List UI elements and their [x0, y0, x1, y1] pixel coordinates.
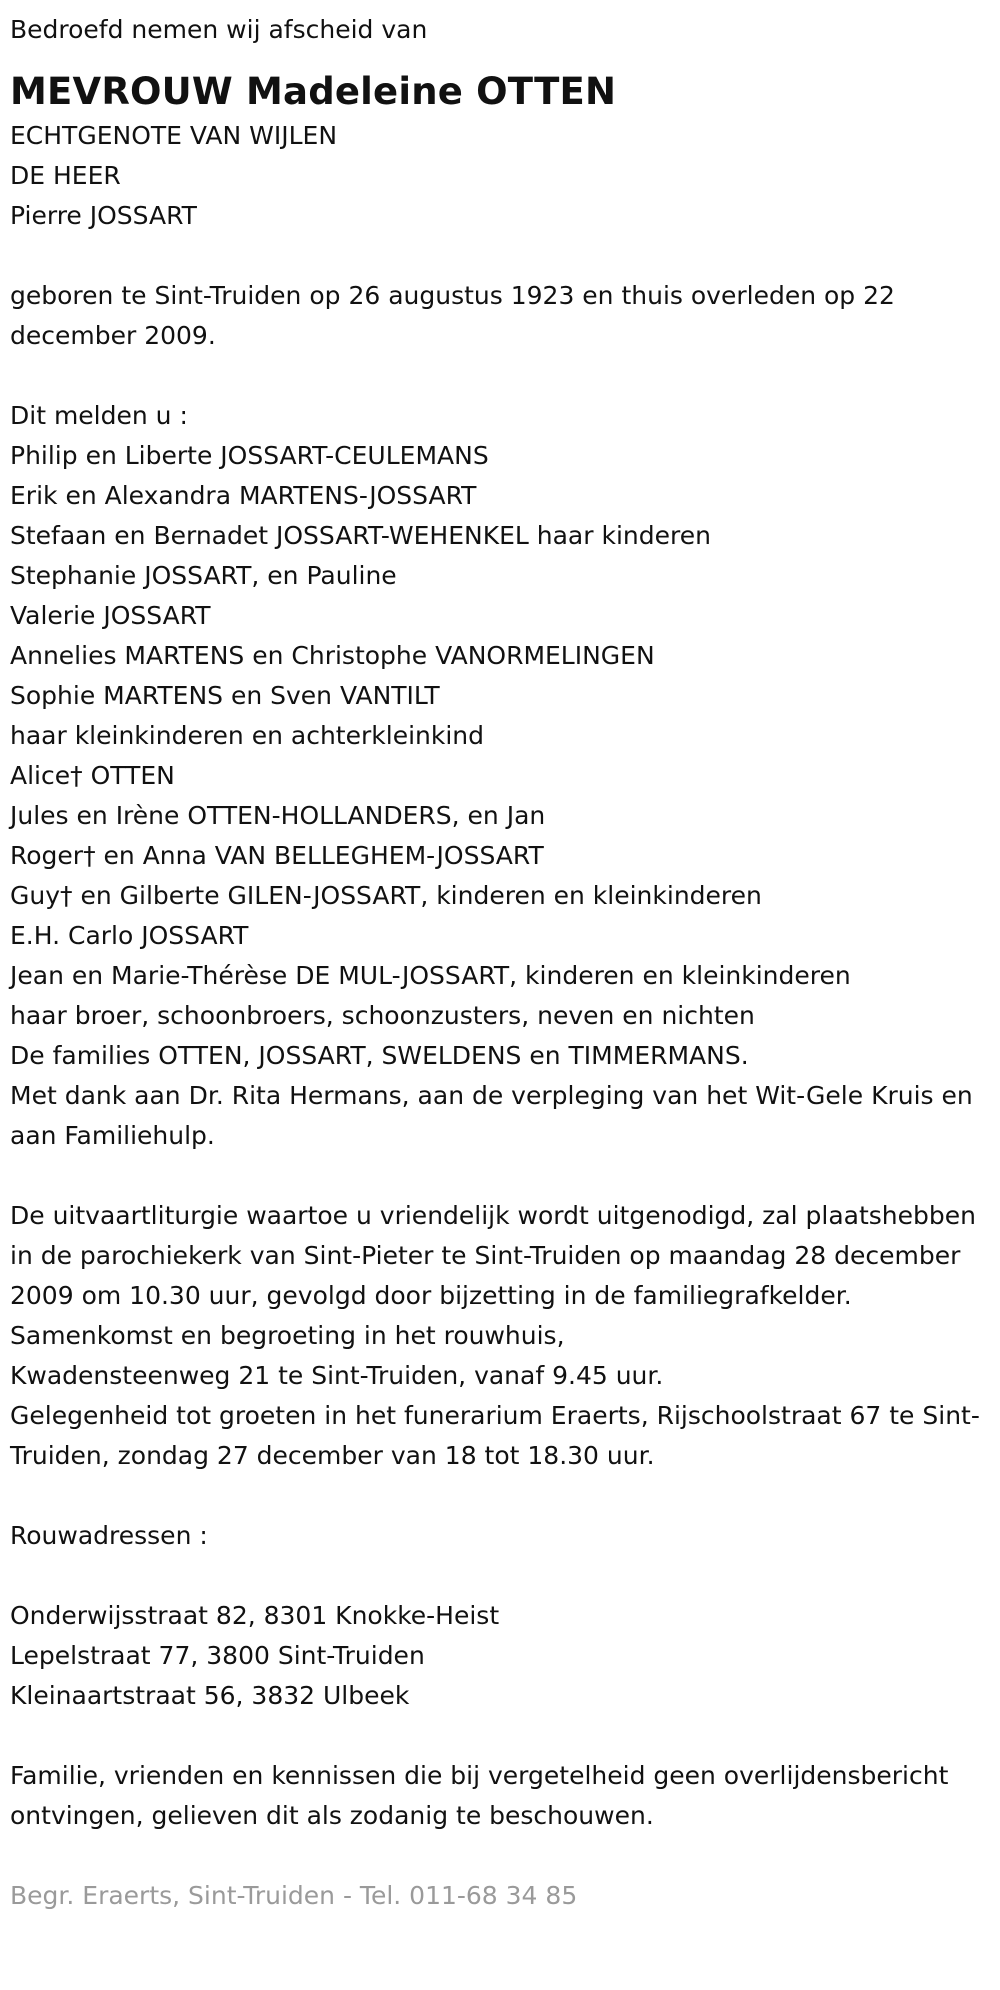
deceased-name: MEVROUW Madeleine OTTEN	[10, 70, 617, 113]
birth-death-text: geboren te Sint-Truiden op 26 augustus 1923 en thuis overleden op 22 december 2009.	[10, 281, 895, 350]
announcers-heading: Dit melden u :	[10, 401, 188, 430]
announcer-line: Valerie JOSSART	[10, 601, 211, 630]
announcer-line: Philip en Liberte JOSSART-CEULEMANS	[10, 441, 489, 470]
spouse-name: Pierre JOSSART	[10, 201, 197, 230]
gathering-text: Samenkomst en begroeting in het rouwhuis,	[10, 1321, 565, 1350]
announcer-line: Roger† en Anna VAN BELLEGHEM-JOSSART	[10, 841, 544, 870]
announcer-line: Guy† en Gilberte GILEN-JOSSART, kinderen en kleinkinderen	[10, 881, 762, 910]
spacer	[10, 1836, 990, 1876]
closing-note: Familie, vrienden en kennissen die bij vergetelheid geen overlijdensbericht ontvingen, gelieven dit als zodanig te beschouwen.	[10, 1761, 949, 1830]
announcer-line: Jules en Irène OTTEN-HOLLANDERS, en Jan	[10, 801, 546, 830]
spacer	[10, 1156, 990, 1196]
announcer-line: Stefaan en Bernadet JOSSART-WEHENKEL haar kinderen	[10, 521, 711, 550]
funeral-home-footer: Begr. Eraerts, Sint-Truiden - Tel. 011-68 34 85	[10, 1881, 578, 1910]
viewing-text: Gelegenheid tot groeten in het funerarium Eraerts, Rijschoolstraat 67 te Sint-Truiden, zondag 27 december van 18 tot 18.30 uur.	[10, 1401, 980, 1470]
address-line: Lepelstraat 77, 3800 Sint-Truiden	[10, 1641, 425, 1670]
thanks-text: Met dank aan Dr. Rita Hermans, aan de verpleging van het Wit-Gele Kruis en aan Familiehulp.	[10, 1081, 973, 1150]
address-line: Kleinaartstraat 56, 3832 Ulbeek	[10, 1681, 410, 1710]
spacer	[10, 1716, 990, 1756]
spouse-line: DE HEER	[10, 161, 121, 190]
intro-text: Bedroefd nemen wij afscheid van	[10, 15, 428, 44]
address-line: Onderwijsstraat 82, 8301 Knokke-Heist	[10, 1601, 500, 1630]
announcer-line: Stephanie JOSSART, en Pauline	[10, 561, 397, 590]
announcer-line: E.H. Carlo JOSSART	[10, 921, 249, 950]
announcer-line: De families OTTEN, JOSSART, SWELDENS en TIMMERMANS.	[10, 1041, 749, 1070]
announcer-line: haar kleinkinderen en achterkleinkind	[10, 721, 484, 750]
addresses-heading: Rouwadressen :	[10, 1521, 208, 1550]
spouse-line: ECHTGENOTE VAN WIJLEN	[10, 121, 338, 150]
liturgy-text: De uitvaartliturgie waartoe u vriendelijk wordt uitgenodigd, zal plaatshebben in de parochiekerk van Sint-Pieter te Sint-Truiden op maandag 28 december 2009 om 10.30 uur, gevolgd door bijzetting in de familiegrafkelder.	[10, 1201, 976, 1310]
announcer-line: Annelies MARTENS en Christophe VANORMELINGEN	[10, 641, 655, 670]
spacer	[10, 356, 990, 396]
spacer	[10, 236, 990, 276]
announcer-line: haar broer, schoonbroers, schoonzusters, neven en nichten	[10, 1001, 755, 1030]
announcer-line: Jean en Marie-Thérèse DE MUL-JOSSART, kinderen en kleinkinderen	[10, 961, 851, 990]
spacer	[10, 1476, 990, 1516]
gathering-address: Kwadensteenweg 21 te Sint-Truiden, vanaf 9.45 uur.	[10, 1361, 664, 1390]
announcer-line: Sophie MARTENS en Sven VANTILT	[10, 681, 440, 710]
announcer-line: Alice† OTTEN	[10, 761, 175, 790]
spacer	[10, 1556, 990, 1596]
announcer-line: Erik en Alexandra MARTENS-JOSSART	[10, 481, 477, 510]
